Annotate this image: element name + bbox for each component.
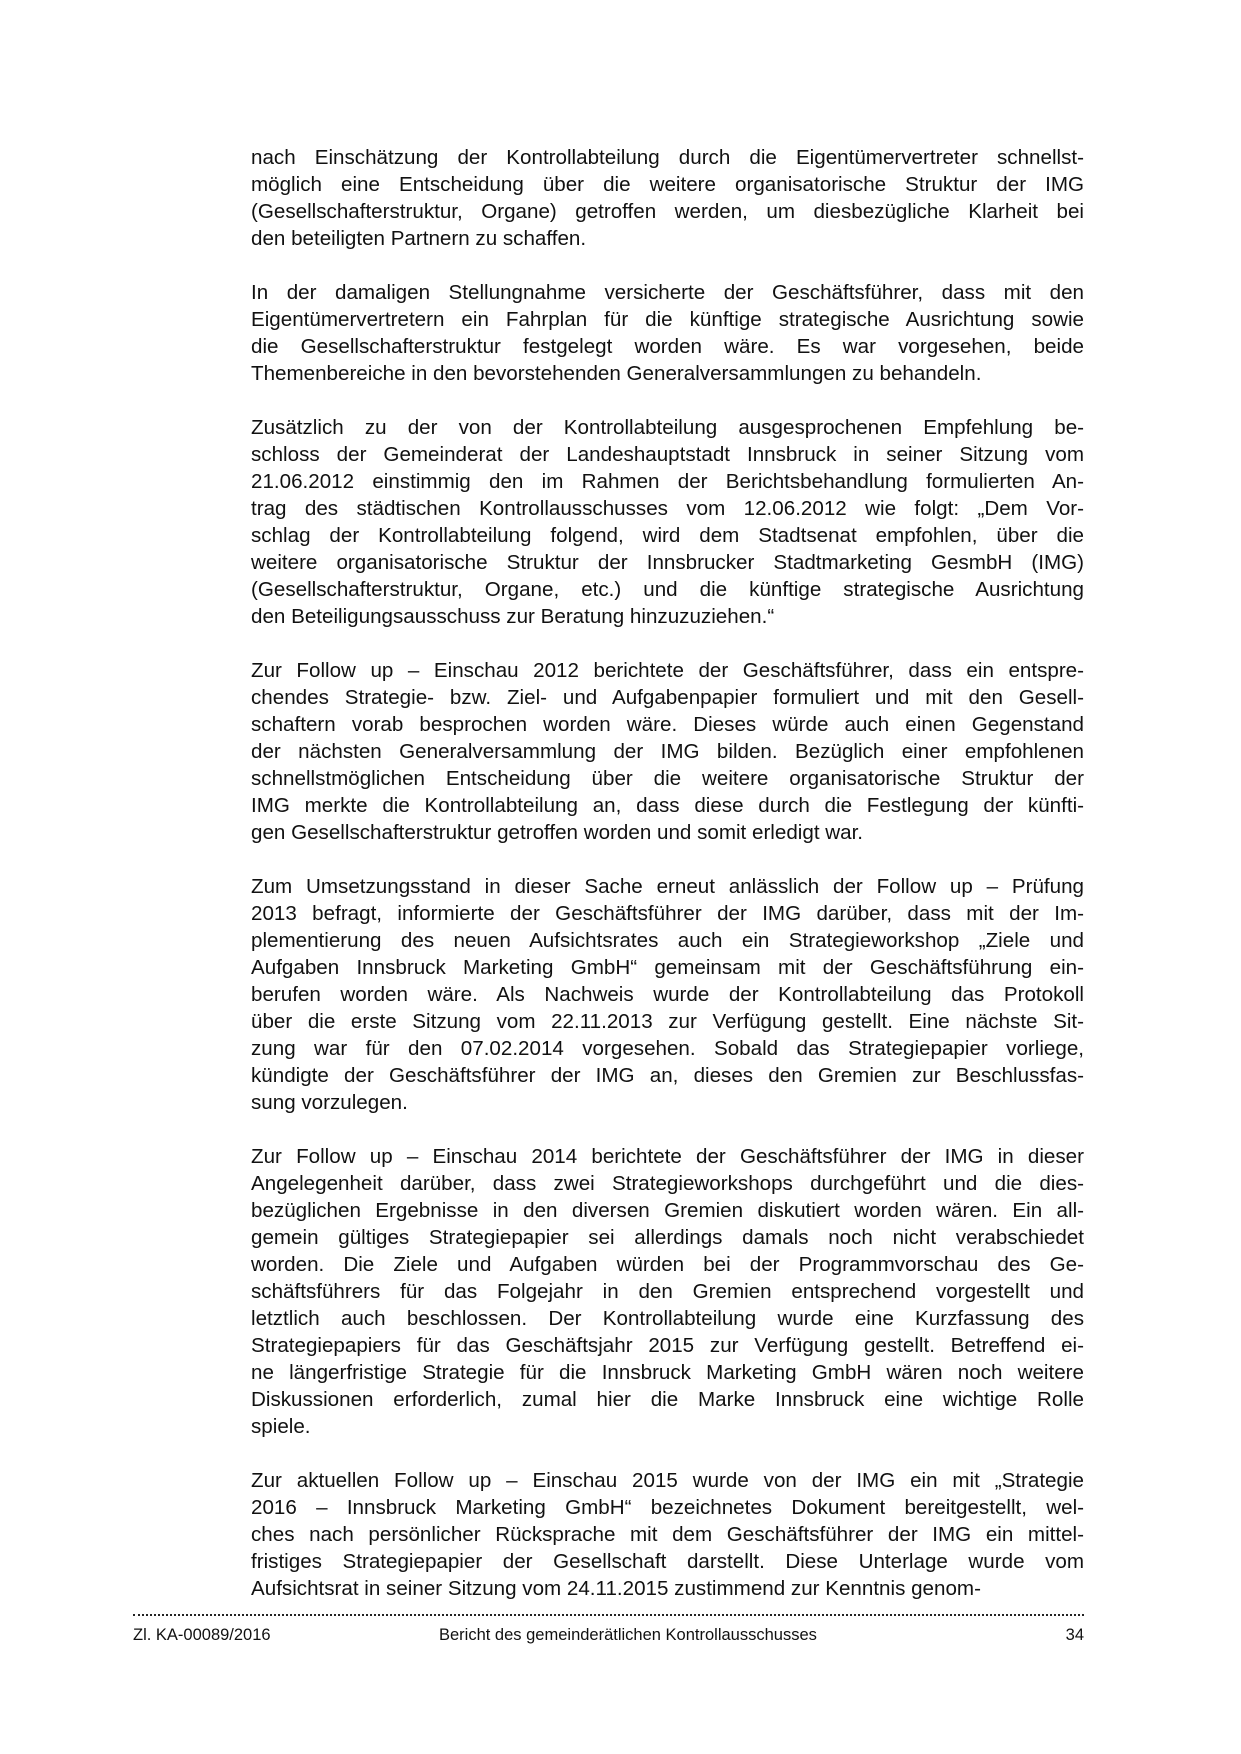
text-line: Zusätzlich zu der von der Kontrollabteilung ausgesprochenen Empfehlung be- (251, 416, 1084, 439)
text-line: kündigte der Geschäftsführer der IMG an, dieses den Gremien zur Beschlussfas- (251, 1064, 1084, 1087)
footer-title: Bericht des gemeinderätlichen Kontrollausschusses (439, 1626, 817, 1644)
text-line: Zur aktuellen Follow up – Einschau 2015 wurde von der IMG ein mit „Strategie (251, 1469, 1084, 1492)
text-line: 2013 befragt, informierte der Geschäftsführer der IMG darüber, dass mit der Im- (251, 902, 1084, 925)
footer-dotted-rule (133, 1614, 1084, 1616)
text-line: fristiges Strategiepapier der Gesellschaft darstellt. Diese Unterlage wurde vom (251, 1550, 1084, 1573)
text-line: ches nach persönlicher Rücksprache mit dem Geschäftsführer der IMG ein mittel- (251, 1523, 1084, 1546)
paragraph (251, 279, 1084, 387)
text-line: zung war für den 07.02.2014 vorgesehen. Sobald das Strategiepapier vorliege, (251, 1037, 1084, 1060)
text-line: trag des städtischen Kontrollausschusses vom 12.06.2012 wie folgt: „Dem Vor- (251, 497, 1084, 520)
text-line: schaftern vorab besprochen worden wäre. Dieses würde auch einen Gegenstand (251, 713, 1084, 736)
text-line: möglich eine Entscheidung über die weitere organisatorische Struktur der IMG (251, 173, 1084, 196)
text-line: schlag der Kontrollabteilung folgend, wird dem Stadtsenat empfohlen, über die (251, 524, 1084, 547)
text-line: berufen worden wäre. Als Nachweis wurde der Kontrollabteilung das Protokoll (251, 983, 1084, 1006)
text-line: sung vorzulegen. (251, 1091, 408, 1114)
text-line: Zur Follow up – Einschau 2012 berichtete der Geschäftsführer, dass ein entspre- (251, 659, 1084, 682)
text-line: den Beteiligungsausschuss zur Beratung hinzuzuziehen.“ (251, 605, 775, 628)
text-line: (Gesellschafterstruktur, Organe) getroffen werden, um diesbezügliche Klarheit bei (251, 200, 1084, 223)
text-line: bezüglichen Ergebnisse in den diversen Gremien diskutiert worden wären. Ein all- (251, 1199, 1084, 1222)
text-line: Angelegenheit darüber, dass zwei Strategieworkshops durchgeführt und die dies- (251, 1172, 1084, 1195)
text-line: In der damaligen Stellungnahme versicherte der Geschäftsführer, dass mit den (251, 281, 1084, 304)
text-line: spiele. (251, 1415, 311, 1438)
text-line: schäftsführers für das Folgejahr in den Gremien entsprechend vorgestellt und (251, 1280, 1084, 1303)
text-line: letztlich auch beschlossen. Der Kontrollabteilung wurde eine Kurzfassung des (251, 1307, 1084, 1330)
text-line: Zum Umsetzungsstand in dieser Sache erneut anlässlich der Follow up – Prüfung (251, 875, 1084, 898)
text-line: chendes Strategie- bzw. Ziel- und Aufgabenpapier formuliert und mit den Gesell- (251, 686, 1084, 709)
text-line: schnellstmöglichen Entscheidung über die weitere organisatorische Struktur der (251, 767, 1084, 790)
footer-reference: Zl. KA-00089/2016 (133, 1626, 271, 1644)
paragraph (251, 1467, 1084, 1602)
text-line: worden. Die Ziele und Aufgaben würden bei der Programmvorschau des Ge- (251, 1253, 1084, 1276)
body-text (251, 144, 1084, 1629)
text-line: Aufsichtsrat in seiner Sitzung vom 24.11.2015 zustimmend zur Kenntnis genom- (251, 1577, 981, 1600)
text-line: der nächsten Generalversammlung der IMG bilden. Bezüglich einer empfohlenen (251, 740, 1084, 763)
text-line: weitere organisatorische Struktur der Innsbrucker Stadtmarketing GesmbH (IMG) (251, 551, 1084, 574)
paragraph (251, 873, 1084, 1116)
paragraph (251, 1143, 1084, 1440)
text-line: plementierung des neuen Aufsichtsrates auch ein Strategieworkshop „Ziele und (251, 929, 1084, 952)
paragraph (251, 414, 1084, 630)
text-line: den beteiligten Partnern zu schaffen. (251, 227, 587, 250)
page-footer (133, 1624, 1084, 1648)
text-line: Diskussionen erforderlich, zumal hier die Marke Innsbruck eine wichtige Rolle (251, 1388, 1084, 1411)
text-line: (Gesellschafterstruktur, Organe, etc.) und die künftige strategische Ausrichtung (251, 578, 1084, 601)
text-line: gemein gültiges Strategiepapier sei allerdings damals noch nicht verabschiedet (251, 1226, 1084, 1249)
text-line: IMG merkte die Kontrollabteilung an, dass diese durch die Festlegung der künfti- (251, 794, 1084, 817)
text-line: Zur Follow up – Einschau 2014 berichtete der Geschäftsführer der IMG in dieser (251, 1145, 1084, 1168)
text-line: 2016 – Innsbruck Marketing GmbH“ bezeichnetes Dokument bereitgestellt, wel- (251, 1496, 1084, 1519)
text-line: die Gesellschafterstruktur festgelegt worden wäre. Es war vorgesehen, beide (251, 335, 1084, 358)
text-line: Strategiepapiers für das Geschäftsjahr 2015 zur Verfügung gestellt. Betreffend ei- (251, 1334, 1084, 1357)
text-line: Aufgaben Innsbruck Marketing GmbH“ gemeinsam mit der Geschäftsführung ein- (251, 956, 1084, 979)
paragraph (251, 657, 1084, 846)
page-number: 34 (1065, 1626, 1084, 1644)
text-line: über die erste Sitzung vom 22.11.2013 zur Verfügung gestellt. Eine nächste Sit- (251, 1010, 1084, 1033)
text-line: Themenbereiche in den bevorstehenden Generalversammlungen zu behandeln. (251, 362, 982, 385)
text-line: nach Einschätzung der Kontrollabteilung durch die Eigentümervertreter schnellst- (251, 146, 1084, 169)
text-line: 21.06.2012 einstimmig den im Rahmen der Berichtsbehandlung formulierten An- (251, 470, 1084, 493)
text-line: Eigentümervertretern ein Fahrplan für die künftige strategische Ausrichtung sowie (251, 308, 1084, 331)
text-line: gen Gesellschafterstruktur getroffen worden und somit erledigt war. (251, 821, 864, 844)
text-line: schloss der Gemeinderat der Landeshauptstadt Innsbruck in seiner Sitzung vom (251, 443, 1084, 466)
text-line: ne längerfristige Strategie für die Innsbruck Marketing GmbH wären noch weitere (251, 1361, 1084, 1384)
paragraph (251, 144, 1084, 252)
